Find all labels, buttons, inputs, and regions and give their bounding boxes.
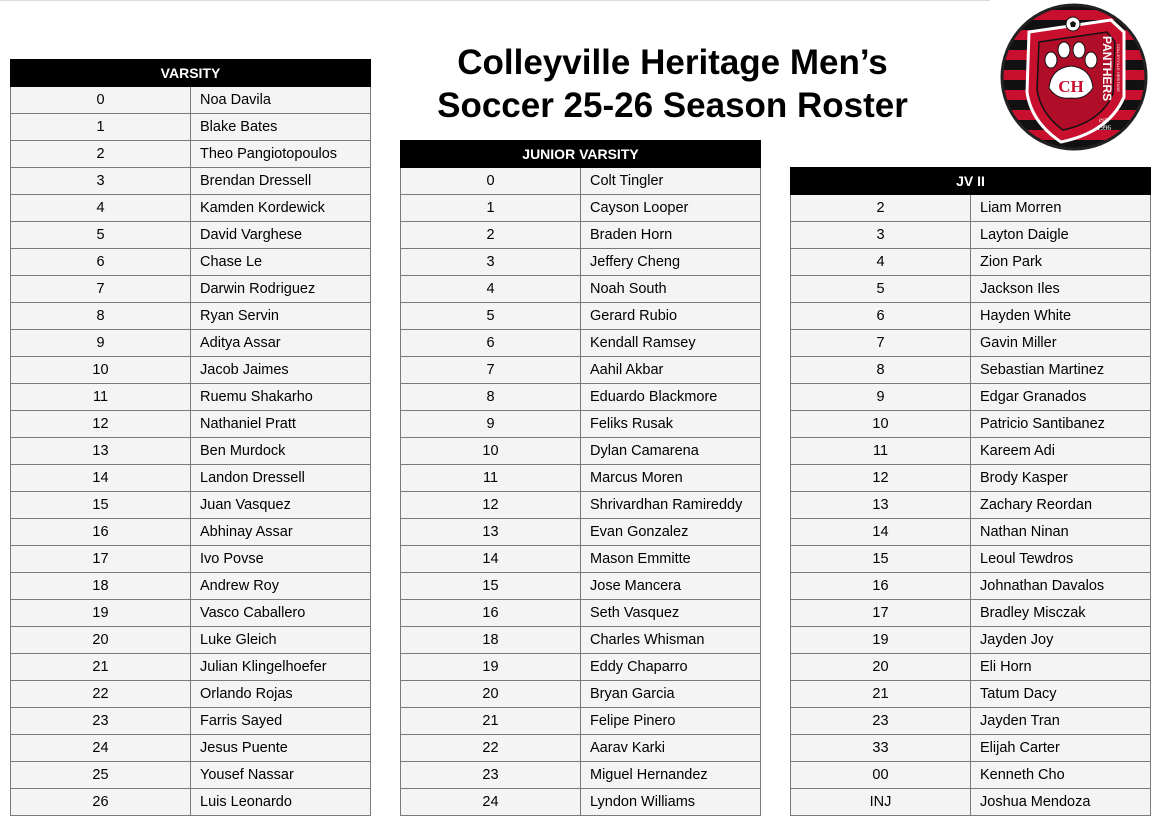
- jersey-number: 8: [401, 384, 581, 411]
- player-name: Jose Mancera: [581, 573, 761, 600]
- jersey-number: 17: [791, 600, 971, 627]
- table-row: [791, 465, 1151, 492]
- table-row: [791, 222, 1151, 249]
- jersey-number: 7: [791, 330, 971, 357]
- player-name: Ryan Servin: [191, 303, 371, 330]
- jersey-number: 11: [401, 465, 581, 492]
- player-name: Aahil Akbar: [581, 357, 761, 384]
- table-row: [11, 438, 371, 465]
- jersey-number: 25: [11, 762, 191, 789]
- player-name: Gerard Rubio: [581, 303, 761, 330]
- player-name: Aarav Karki: [581, 735, 761, 762]
- player-name: David Varghese: [191, 222, 371, 249]
- player-name: Darwin Rodriguez: [191, 276, 371, 303]
- table-row: [401, 546, 761, 573]
- jersey-number: 19: [401, 654, 581, 681]
- jersey-number: 17: [11, 546, 191, 573]
- jersey-number: 23: [401, 762, 581, 789]
- panthers-logo: [999, 2, 1149, 152]
- table-row: [11, 114, 371, 141]
- table-row: [11, 492, 371, 519]
- table-row: [11, 87, 371, 114]
- player-name: Luke Gleich: [191, 627, 371, 654]
- player-name: Kenneth Cho: [971, 762, 1151, 789]
- table-row: [791, 411, 1151, 438]
- table-row: [401, 357, 761, 384]
- jersey-number: 5: [791, 276, 971, 303]
- jersey-number: 4: [401, 276, 581, 303]
- jersey-number: 0: [401, 168, 581, 195]
- jersey-number: 12: [791, 465, 971, 492]
- player-name: Juan Vasquez: [191, 492, 371, 519]
- player-name: Brody Kasper: [971, 465, 1151, 492]
- player-name: Elijah Carter: [971, 735, 1151, 762]
- jersey-number: 16: [401, 600, 581, 627]
- jersey-number: 14: [401, 546, 581, 573]
- table-row: [11, 276, 371, 303]
- player-name: Noa Davila: [191, 87, 371, 114]
- logo-est: est.: [1099, 116, 1109, 124]
- player-name: Luis Leonardo: [191, 789, 371, 816]
- player-name: Noah South: [581, 276, 761, 303]
- table-row: [791, 789, 1151, 816]
- player-name: Gavin Miller: [971, 330, 1151, 357]
- jersey-number: 3: [791, 222, 971, 249]
- jersey-number: 18: [11, 573, 191, 600]
- player-name: Jayden Tran: [971, 708, 1151, 735]
- table-row: [791, 249, 1151, 276]
- player-name: Kareem Adi: [971, 438, 1151, 465]
- page-title-line-1: Colleyville Heritage Men’s: [457, 43, 888, 82]
- jersey-number: 33: [791, 735, 971, 762]
- table-row: [401, 384, 761, 411]
- jersey-number: 13: [791, 492, 971, 519]
- jersey-number: 13: [401, 519, 581, 546]
- table-row: [11, 357, 371, 384]
- jersey-number: 20: [791, 654, 971, 681]
- jersey-number: 12: [401, 492, 581, 519]
- jersey-number: 10: [401, 438, 581, 465]
- jersey-number: 18: [401, 627, 581, 654]
- table-row: [791, 627, 1151, 654]
- table-row: [401, 492, 761, 519]
- jersey-number: 21: [791, 681, 971, 708]
- jersey-number: 23: [11, 708, 191, 735]
- logo-year: 1996: [1097, 124, 1111, 132]
- player-name: Tatum Dacy: [971, 681, 1151, 708]
- player-name: Dylan Camarena: [581, 438, 761, 465]
- jv2-heading: JV II: [791, 168, 1151, 195]
- logo-mascot: PANTHERS: [1100, 36, 1114, 102]
- jersey-number: 2: [11, 141, 191, 168]
- jersey-number: 6: [11, 249, 191, 276]
- jersey-number: INJ: [791, 789, 971, 816]
- jersey-number: 24: [11, 735, 191, 762]
- jersey-number: 6: [791, 303, 971, 330]
- table-row: [791, 546, 1151, 573]
- player-name: Vasco Caballero: [191, 600, 371, 627]
- player-name: Bradley Misczak: [971, 600, 1151, 627]
- player-name: Evan Gonzalez: [581, 519, 761, 546]
- table-row: [791, 330, 1151, 357]
- player-name: Edgar Granados: [971, 384, 1151, 411]
- player-name: Jeffery Cheng: [581, 249, 761, 276]
- jersey-number: 15: [791, 546, 971, 573]
- junior-varsity-heading: JUNIOR VARSITY: [401, 141, 761, 168]
- table-row: [791, 276, 1151, 303]
- jersey-number: 5: [11, 222, 191, 249]
- table-row: [11, 168, 371, 195]
- jersey-number: 19: [791, 627, 971, 654]
- player-name: Cayson Looper: [581, 195, 761, 222]
- page-title-line-2: Soccer 25-26 Season Roster: [437, 86, 908, 125]
- table-row: [791, 708, 1151, 735]
- table-row: [11, 627, 371, 654]
- player-name: Yousef Nassar: [191, 762, 371, 789]
- player-name: Julian Klingelhoefer: [191, 654, 371, 681]
- player-name: Zachary Reordan: [971, 492, 1151, 519]
- player-name: Shrivardhan Ramireddy: [581, 492, 761, 519]
- jersey-number: 7: [11, 276, 191, 303]
- player-name: Colt Tingler: [581, 168, 761, 195]
- player-name: Charles Whisman: [581, 627, 761, 654]
- table-row: [401, 735, 761, 762]
- varsity-heading: VARSITY: [11, 60, 371, 87]
- table-row: [11, 384, 371, 411]
- table-row: [401, 600, 761, 627]
- table-row: [791, 600, 1151, 627]
- jersey-number: 5: [401, 303, 581, 330]
- player-name: Mason Emmitte: [581, 546, 761, 573]
- table-row: [401, 708, 761, 735]
- jersey-number: 10: [791, 411, 971, 438]
- jersey-number: 9: [401, 411, 581, 438]
- player-name: Zion Park: [971, 249, 1151, 276]
- player-name: Miguel Hernandez: [581, 762, 761, 789]
- player-name: Jayden Joy: [971, 627, 1151, 654]
- table-row: [401, 249, 761, 276]
- table-row: [401, 276, 761, 303]
- jersey-number: 23: [791, 708, 971, 735]
- player-name: Theo Pangiotopoulos: [191, 141, 371, 168]
- table-row: [791, 195, 1151, 222]
- jersey-number: 24: [401, 789, 581, 816]
- top-border-line: [0, 0, 990, 1]
- jersey-number: 4: [11, 195, 191, 222]
- player-name: Felipe Pinero: [581, 708, 761, 735]
- table-row: [401, 681, 761, 708]
- logo-initials: CH: [1058, 77, 1084, 96]
- player-name: Lyndon Williams: [581, 789, 761, 816]
- table-row: [791, 384, 1151, 411]
- jersey-number: 15: [401, 573, 581, 600]
- table-row: [791, 357, 1151, 384]
- jersey-number: 16: [11, 519, 191, 546]
- player-name: Braden Horn: [581, 222, 761, 249]
- table-row: [401, 573, 761, 600]
- jersey-number: 10: [11, 357, 191, 384]
- player-name: Jacob Jaimes: [191, 357, 371, 384]
- table-row: [11, 330, 371, 357]
- jersey-number: 14: [791, 519, 971, 546]
- jersey-number: 2: [791, 195, 971, 222]
- jersey-number: 1: [401, 195, 581, 222]
- jersey-number: 1: [11, 114, 191, 141]
- table-row: [11, 735, 371, 762]
- table-row: [401, 654, 761, 681]
- jersey-number: 8: [791, 357, 971, 384]
- table-row: [11, 600, 371, 627]
- table-row: [11, 654, 371, 681]
- jersey-number: 13: [11, 438, 191, 465]
- player-name: Johnathan Davalos: [971, 573, 1151, 600]
- player-name: Kamden Kordewick: [191, 195, 371, 222]
- soccer-ball-icon: [1066, 17, 1080, 31]
- table-row: [401, 762, 761, 789]
- table-row: [11, 195, 371, 222]
- junior-varsity-rows: [401, 168, 761, 816]
- player-name: Ruemu Shakarho: [191, 384, 371, 411]
- table-row: [401, 519, 761, 546]
- player-name: Hayden White: [971, 303, 1151, 330]
- table-row: [11, 681, 371, 708]
- table-row: [791, 573, 1151, 600]
- table-row: [401, 789, 761, 816]
- player-name: Landon Dressell: [191, 465, 371, 492]
- table-row: [791, 492, 1151, 519]
- jersey-number: 26: [11, 789, 191, 816]
- player-name: Jesus Puente: [191, 735, 371, 762]
- table-row: [11, 222, 371, 249]
- jersey-number: 22: [11, 681, 191, 708]
- table-row: [401, 438, 761, 465]
- table-row: [401, 411, 761, 438]
- table-row: [11, 465, 371, 492]
- jersey-number: 9: [791, 384, 971, 411]
- jersey-number: 11: [791, 438, 971, 465]
- jersey-number: 15: [11, 492, 191, 519]
- player-name: Marcus Moren: [581, 465, 761, 492]
- player-name: Feliks Rusak: [581, 411, 761, 438]
- table-row: [11, 708, 371, 735]
- table-row: [11, 303, 371, 330]
- player-name: Ben Murdock: [191, 438, 371, 465]
- player-name: Joshua Mendoza: [971, 789, 1151, 816]
- player-name: Patricio Santibanez: [971, 411, 1151, 438]
- table-row: [791, 438, 1151, 465]
- table-row: [401, 303, 761, 330]
- player-name: Seth Vasquez: [581, 600, 761, 627]
- jersey-number: 0: [11, 87, 191, 114]
- table-row: [401, 627, 761, 654]
- jersey-number: 20: [11, 627, 191, 654]
- jersey-number: 2: [401, 222, 581, 249]
- player-name: Ivo Povse: [191, 546, 371, 573]
- varsity-rows: [11, 87, 371, 816]
- table-row: [401, 465, 761, 492]
- jersey-number: 8: [11, 303, 191, 330]
- table-row: [11, 573, 371, 600]
- table-row: [791, 762, 1151, 789]
- player-name: Leoul Tewdros: [971, 546, 1151, 573]
- jersey-number: 11: [11, 384, 191, 411]
- player-name: Eli Horn: [971, 654, 1151, 681]
- table-row: [791, 654, 1151, 681]
- jersey-number: 16: [791, 573, 971, 600]
- player-name: Nathan Ninan: [971, 519, 1151, 546]
- table-row: [401, 168, 761, 195]
- jersey-number: 7: [401, 357, 581, 384]
- table-row: [791, 681, 1151, 708]
- table-row: [401, 195, 761, 222]
- jersey-number: 4: [791, 249, 971, 276]
- player-name: Layton Daigle: [971, 222, 1151, 249]
- player-name: Blake Bates: [191, 114, 371, 141]
- table-row: [791, 519, 1151, 546]
- jersey-number: 22: [401, 735, 581, 762]
- jv2-rows: [791, 195, 1151, 816]
- player-name: Sebastian Martinez: [971, 357, 1151, 384]
- table-row: [11, 411, 371, 438]
- player-name: Orlando Rojas: [191, 681, 371, 708]
- jersey-number: 12: [11, 411, 191, 438]
- player-name: Abhinay Assar: [191, 519, 371, 546]
- jv2-roster-table: [790, 167, 1151, 816]
- player-name: Chase Le: [191, 249, 371, 276]
- table-row: [11, 546, 371, 573]
- varsity-roster-table: [10, 59, 371, 816]
- player-name: Andrew Roy: [191, 573, 371, 600]
- player-name: Farris Sayed: [191, 708, 371, 735]
- player-name: Kendall Ramsey: [581, 330, 761, 357]
- jersey-number: 19: [11, 600, 191, 627]
- jersey-number: 20: [401, 681, 581, 708]
- table-row: [401, 222, 761, 249]
- jersey-number: 21: [11, 654, 191, 681]
- player-name: Eddy Chaparro: [581, 654, 761, 681]
- jersey-number: 3: [11, 168, 191, 195]
- player-name: Jackson Iles: [971, 276, 1151, 303]
- table-row: [11, 141, 371, 168]
- jersey-number: 14: [11, 465, 191, 492]
- player-name: Brendan Dressell: [191, 168, 371, 195]
- table-row: [11, 762, 371, 789]
- table-row: [11, 519, 371, 546]
- table-row: [11, 789, 371, 816]
- player-name: Bryan Garcia: [581, 681, 761, 708]
- player-name: Aditya Assar: [191, 330, 371, 357]
- jersey-number: 21: [401, 708, 581, 735]
- junior-varsity-roster-table: [400, 140, 761, 816]
- jersey-number: 3: [401, 249, 581, 276]
- player-name: Nathaniel Pratt: [191, 411, 371, 438]
- table-row: [11, 249, 371, 276]
- table-row: [791, 303, 1151, 330]
- player-name: Eduardo Blackmore: [581, 384, 761, 411]
- jersey-number: 6: [401, 330, 581, 357]
- table-row: [791, 735, 1151, 762]
- jersey-number: 00: [791, 762, 971, 789]
- player-name: Liam Morren: [971, 195, 1151, 222]
- jersey-number: 9: [11, 330, 191, 357]
- logo-school: COLLEYVILLE HERITAGE: [1116, 44, 1121, 92]
- table-row: [401, 330, 761, 357]
